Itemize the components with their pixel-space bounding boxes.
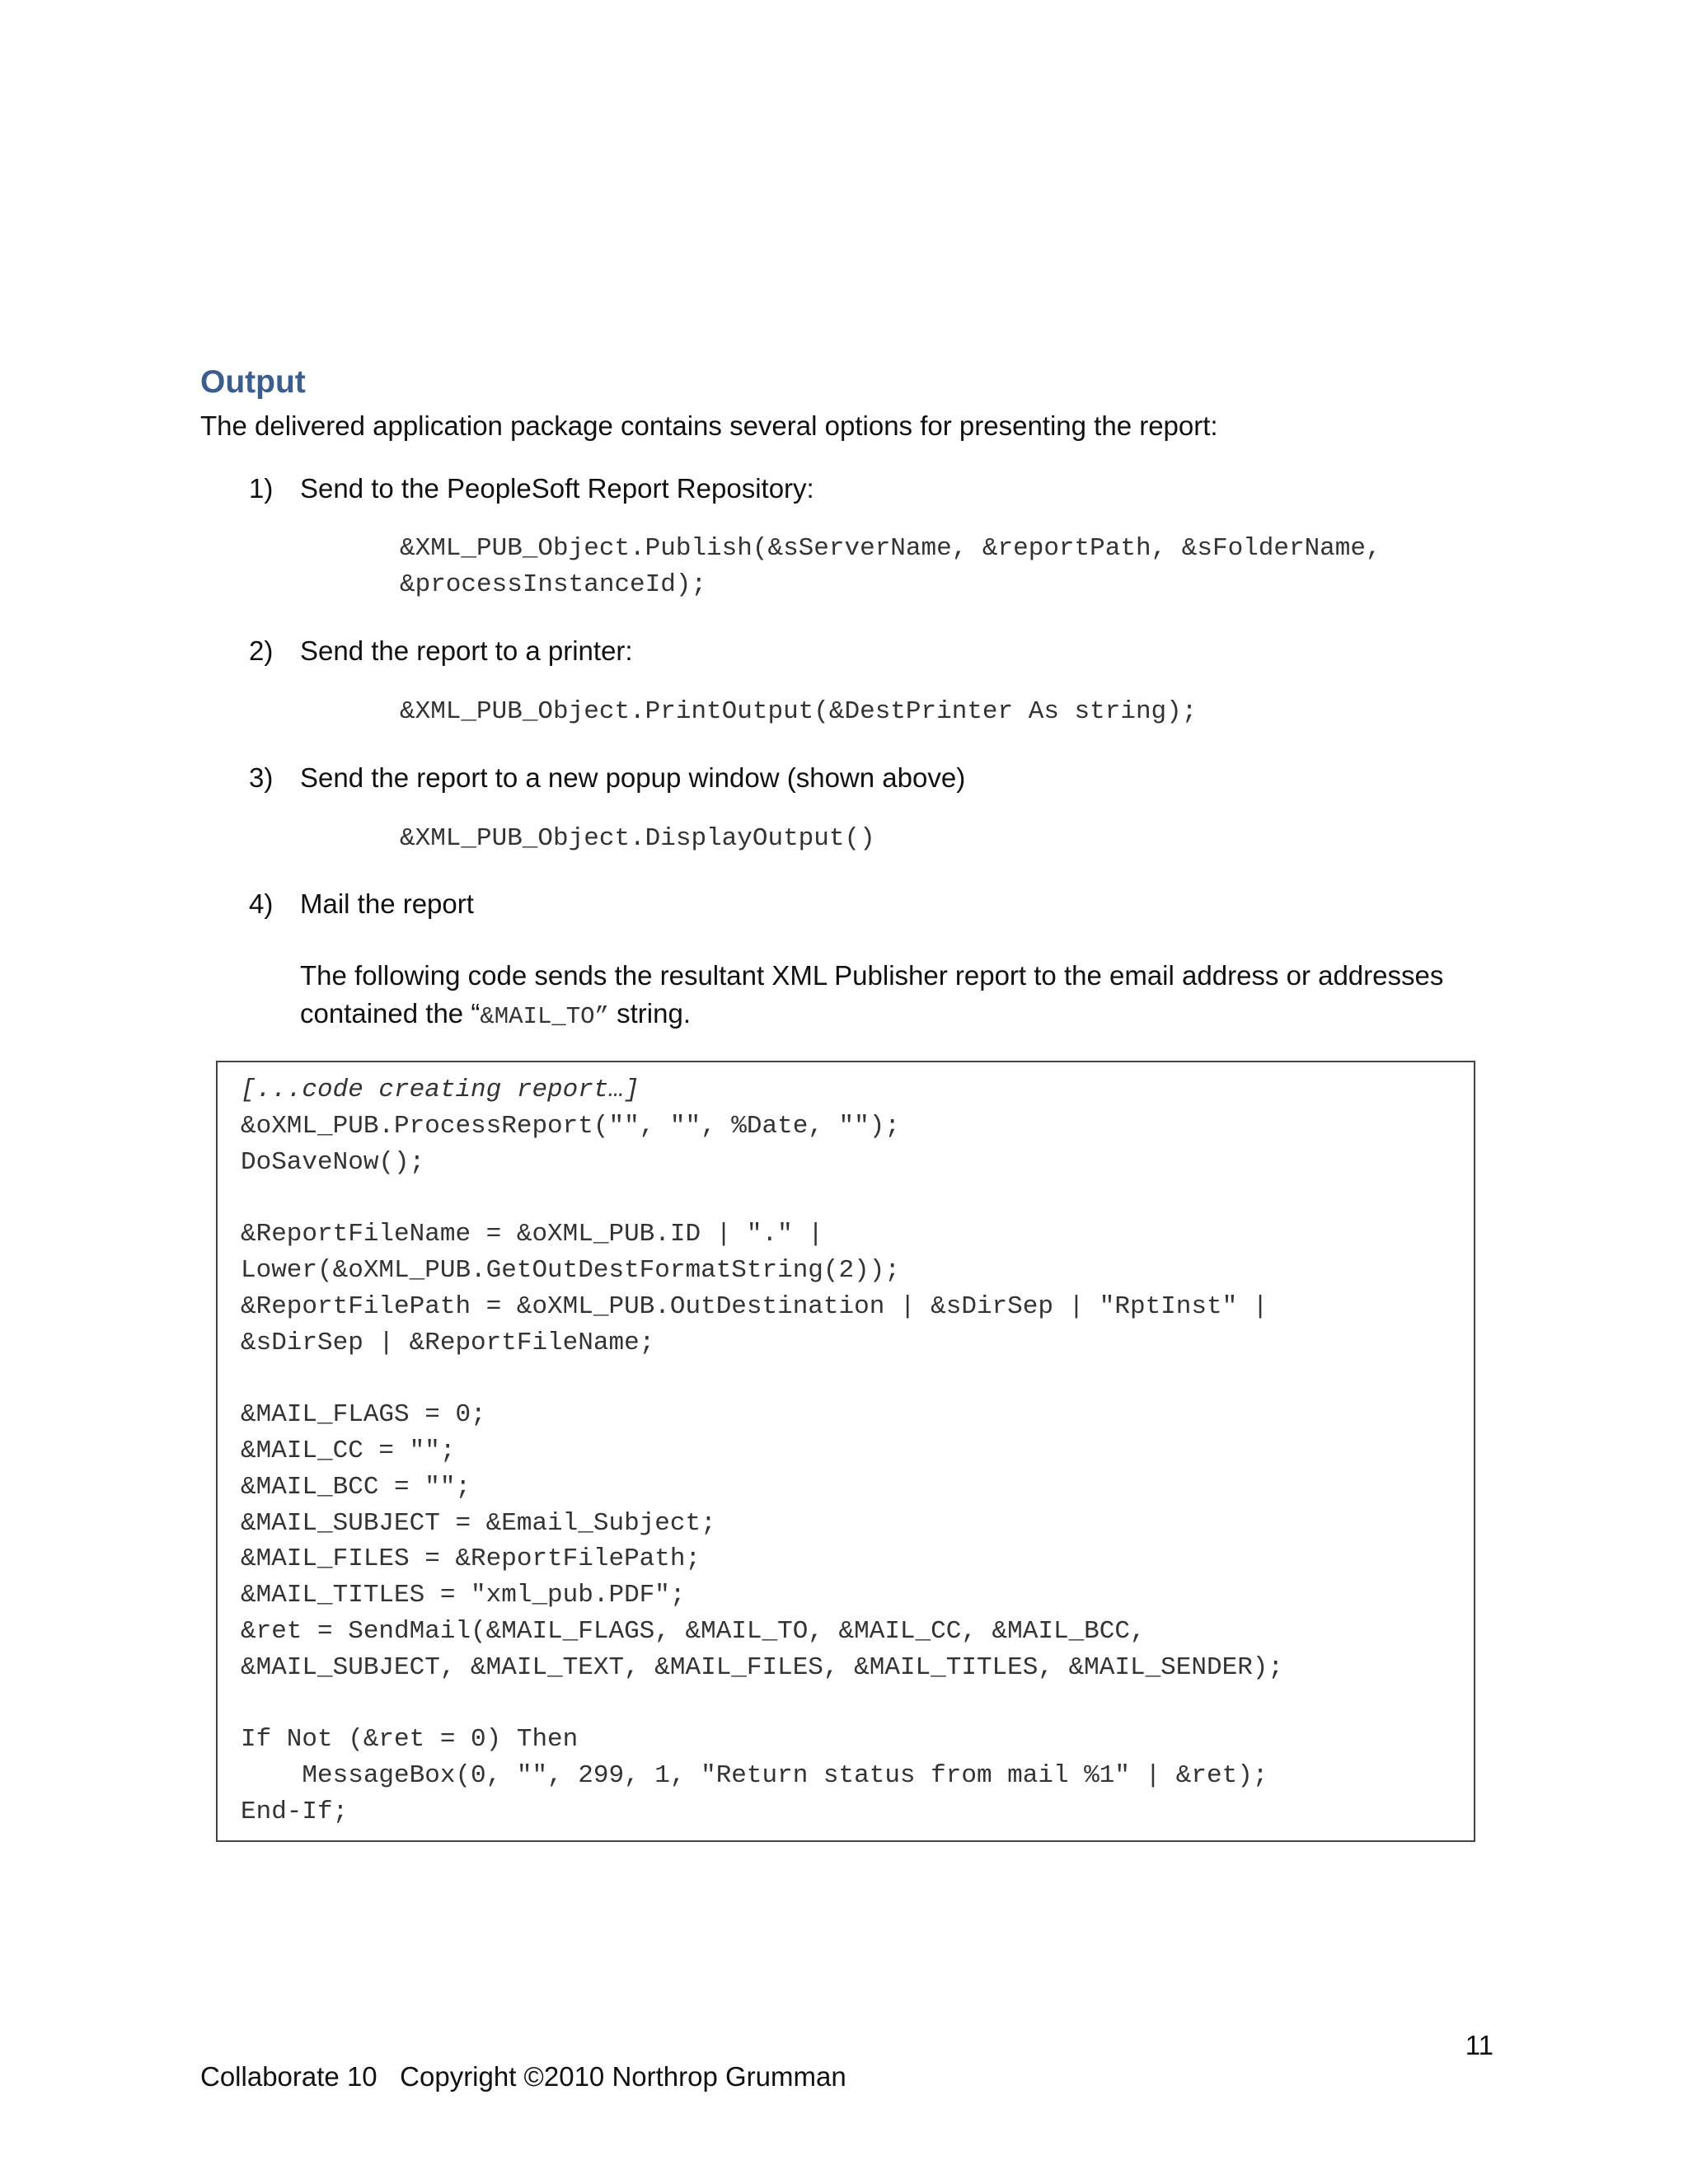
mail-paragraph-text: The following code sends the resultant XML Publisher report to the email address or addresses contained the “ bbox=[300, 960, 1444, 1029]
code-display-line: &XML_PUB_Object.DisplayOutput() bbox=[400, 824, 875, 853]
code-line: &ReportFileName = &oXML_PUB.ID | "." | bbox=[241, 1220, 823, 1249]
code-line bbox=[241, 1686, 1474, 1722]
code-line: &MAIL_SUBJECT, &MAIL_TEXT, &MAIL_FILES, &MAIL_TITLES, &MAIL_SENDER); bbox=[241, 1652, 1284, 1682]
code-line: MessageBox(0, "", 299, 1, "Return status from mail %1" | &ret); bbox=[241, 1761, 1268, 1791]
code-line: &ReportFilePath = &oXML_PUB.OutDestination | &sDirSep | "RptInst" | bbox=[241, 1291, 1268, 1321]
list-item-number: 1) bbox=[249, 473, 274, 504]
list-item-text: Mail the report bbox=[300, 888, 474, 919]
list-item-2 bbox=[249, 635, 633, 668]
code-line: &MAIL_FILES = &ReportFilePath; bbox=[241, 1544, 701, 1574]
code-line: &MAIL_FLAGS = 0; bbox=[241, 1400, 486, 1430]
intro-paragraph: The delivered application package contains several options for presenting the report: bbox=[200, 410, 1218, 441]
code-line: &sDirSep | &ReportFileName; bbox=[241, 1328, 655, 1357]
list-item-4 bbox=[249, 888, 474, 921]
list-item-text: Send the report to a printer: bbox=[300, 635, 633, 666]
code-line: DoSaveNow(); bbox=[241, 1147, 425, 1177]
code-line: &MAIL_BCC = ""; bbox=[241, 1472, 471, 1502]
code-line: &MAIL_CC = ""; bbox=[241, 1436, 456, 1465]
list-item-text: Send to the PeopleSoft Report Repository: bbox=[300, 473, 814, 504]
mail-to-inline-code: &MAIL_TO” bbox=[480, 1003, 609, 1030]
code-publish-line-2: &processInstanceId); bbox=[400, 570, 707, 599]
code-line: &oXML_PUB.ProcessReport("", "", %Date, ""); bbox=[241, 1111, 900, 1141]
section-heading: Output bbox=[200, 364, 306, 400]
code-print-line: &XML_PUB_Object.PrintOutput(&DestPrinter As string); bbox=[400, 697, 1198, 726]
page-number: 11 bbox=[1465, 2030, 1493, 2060]
code-line: [...code creating report…] bbox=[241, 1076, 640, 1104]
mail-paragraph-end: string. bbox=[608, 998, 692, 1029]
code-line bbox=[241, 1180, 1474, 1216]
list-item-1 bbox=[249, 472, 814, 505]
code-line: End-If; bbox=[241, 1797, 349, 1826]
code-line bbox=[241, 1361, 1474, 1397]
list-item-number: 2) bbox=[249, 635, 274, 666]
list-item-number: 3) bbox=[249, 762, 274, 793]
code-publish-line-1: &XML_PUB_Object.Publish(&sServerName, &reportPath, &sFolderName, bbox=[400, 534, 1381, 563]
code-line: &MAIL_SUBJECT = &Email_Subject; bbox=[241, 1508, 716, 1538]
footer-text: Collaborate 10 Copyright ©2010 Northrop Grumman bbox=[200, 2061, 846, 2092]
code-line: Lower(&oXML_PUB.GetOutDestFormatString(2)); bbox=[241, 1255, 900, 1285]
code-line: &ret = SendMail(&MAIL_FLAGS, &MAIL_TO, &MAIL_CC, &MAIL_BCC, bbox=[241, 1616, 1146, 1646]
code-line: If Not (&ret = 0) Then bbox=[241, 1725, 579, 1755]
list-item-text: Send the report to a new popup window (shown above) bbox=[300, 762, 966, 793]
mail-paragraph bbox=[300, 957, 1487, 1036]
code-block bbox=[216, 1061, 1475, 1842]
list-item-number: 4) bbox=[249, 888, 274, 919]
code-line: &MAIL_TITLES = "xml_pub.PDF"; bbox=[241, 1581, 686, 1610]
list-item-3 bbox=[249, 762, 965, 794]
